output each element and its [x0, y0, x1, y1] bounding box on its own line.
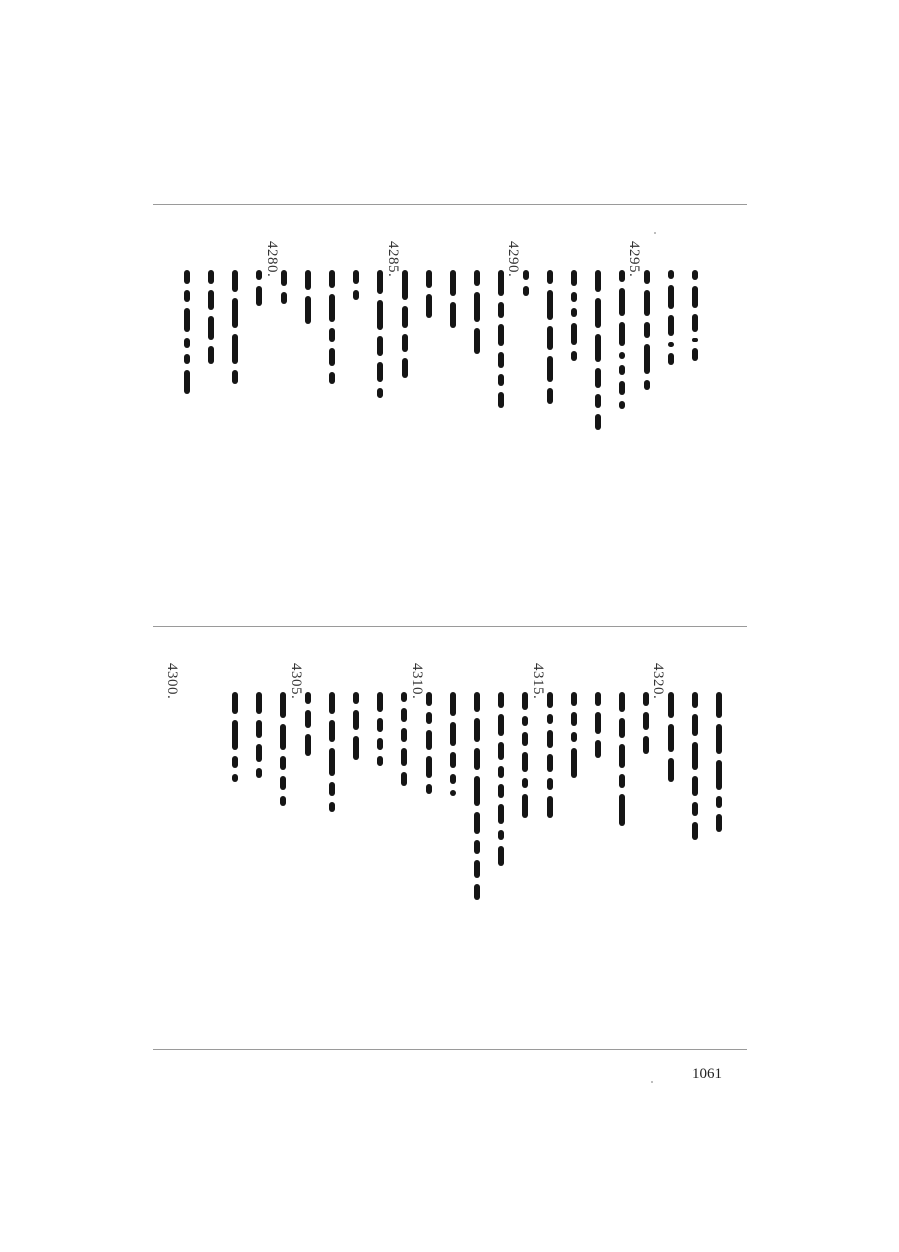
script-word — [208, 316, 214, 340]
bottom-verse-panel — [153, 627, 747, 1049]
script-word — [426, 712, 432, 724]
scan-speck — [651, 1081, 653, 1083]
script-word — [498, 784, 504, 798]
script-word — [329, 328, 335, 342]
script-line — [565, 270, 583, 367]
script-word — [256, 720, 262, 738]
script-word — [305, 710, 311, 728]
script-word — [232, 270, 238, 292]
verse-number: 4295. — [626, 241, 642, 278]
script-word — [716, 796, 722, 808]
script-word — [523, 286, 529, 296]
script-word — [184, 308, 190, 332]
script-word — [619, 718, 625, 738]
script-word — [644, 344, 650, 374]
verse-number: 4285. — [385, 241, 401, 278]
script-word — [208, 290, 214, 310]
script-word — [522, 732, 528, 746]
script-word — [474, 692, 480, 712]
script-word — [547, 356, 553, 382]
script-word — [547, 778, 553, 790]
script-word — [377, 336, 383, 356]
script-word — [184, 338, 190, 348]
script-word — [329, 348, 335, 366]
verse-number: 4305. — [288, 663, 304, 700]
script-word — [547, 796, 553, 818]
script-line — [347, 692, 365, 766]
script-word — [498, 766, 504, 778]
script-word — [450, 270, 456, 296]
script-word — [522, 778, 528, 788]
script-word — [208, 270, 214, 284]
script-word — [474, 860, 480, 878]
script-line — [299, 270, 317, 330]
script-word — [523, 270, 529, 280]
script-word — [644, 290, 650, 316]
script-word — [402, 358, 408, 378]
script-word — [377, 738, 383, 750]
script-word — [474, 270, 480, 286]
verse-number: 4320. — [650, 663, 666, 700]
script-word — [280, 776, 286, 790]
script-word — [595, 270, 601, 292]
script-line — [492, 270, 510, 414]
script-line — [347, 270, 365, 306]
script-word — [329, 692, 335, 714]
script-word — [595, 414, 601, 430]
script-word — [329, 294, 335, 322]
script-word — [329, 748, 335, 776]
script-word — [619, 352, 625, 359]
script-line — [275, 270, 293, 310]
script-word — [571, 270, 577, 286]
script-word — [716, 724, 722, 754]
script-word — [547, 692, 553, 708]
script-line — [613, 270, 631, 415]
script-word — [571, 748, 577, 778]
script-word — [619, 288, 625, 316]
script-word — [232, 720, 238, 750]
script-word — [353, 270, 359, 284]
script-line — [202, 270, 220, 370]
script-word — [450, 722, 456, 746]
script-word — [668, 285, 674, 309]
script-line — [371, 692, 389, 772]
script-word — [668, 342, 674, 347]
script-word — [377, 718, 383, 732]
script-word — [619, 692, 625, 712]
script-word — [692, 270, 698, 280]
script-word — [498, 804, 504, 824]
script-word — [184, 270, 190, 284]
script-word — [450, 774, 456, 784]
script-word — [377, 362, 383, 382]
script-word — [668, 724, 674, 752]
script-line — [517, 270, 535, 302]
script-word — [571, 692, 577, 706]
script-word — [426, 784, 432, 794]
script-line — [468, 270, 486, 360]
script-word — [450, 790, 456, 796]
script-word — [353, 290, 359, 300]
script-word — [595, 368, 601, 388]
script-word — [547, 714, 553, 724]
script-word — [595, 692, 601, 706]
script-word — [232, 370, 238, 384]
script-line — [178, 270, 196, 400]
script-word — [329, 372, 335, 384]
script-word — [595, 298, 601, 328]
script-word — [256, 270, 262, 280]
script-word — [643, 712, 649, 730]
script-word — [692, 714, 698, 736]
script-word — [450, 692, 456, 716]
script-word — [426, 730, 432, 750]
script-line — [444, 270, 462, 334]
script-line — [613, 692, 631, 832]
script-word — [474, 328, 480, 354]
script-word — [377, 270, 383, 294]
top-verse-panel — [153, 205, 747, 627]
script-line — [274, 692, 292, 812]
script-line — [395, 692, 413, 792]
script-line — [468, 692, 486, 906]
verse-number: 4300. — [164, 663, 180, 700]
script-word — [329, 720, 335, 742]
script-word — [547, 270, 553, 284]
script-word — [498, 846, 504, 866]
script-word — [377, 692, 383, 712]
script-word — [401, 728, 407, 742]
script-word — [522, 752, 528, 772]
script-word — [619, 322, 625, 346]
script-word — [305, 734, 311, 756]
bottom-rule — [153, 1049, 747, 1050]
script-word — [401, 772, 407, 786]
script-line — [637, 692, 655, 760]
script-word — [522, 794, 528, 818]
script-word — [450, 302, 456, 328]
script-word — [571, 292, 577, 302]
script-word — [692, 802, 698, 816]
script-word — [498, 270, 504, 296]
script-line — [371, 270, 389, 404]
script-line — [492, 692, 510, 872]
script-line — [565, 692, 583, 784]
script-word — [692, 338, 698, 342]
script-word — [232, 756, 238, 768]
script-word — [619, 365, 625, 375]
verse-number: 4310. — [409, 663, 425, 700]
script-word — [716, 692, 722, 718]
script-word — [522, 716, 528, 726]
script-word — [644, 380, 650, 390]
script-word — [184, 370, 190, 394]
script-line — [541, 270, 559, 410]
script-word — [256, 286, 262, 306]
script-word — [692, 692, 698, 708]
script-word — [547, 754, 553, 772]
script-word — [716, 760, 722, 790]
verse-number: 4280. — [264, 241, 280, 278]
script-word — [498, 324, 504, 346]
script-word — [595, 712, 601, 734]
script-word — [450, 752, 456, 768]
script-line — [226, 692, 244, 788]
script-word — [401, 692, 407, 702]
script-word — [353, 692, 359, 704]
script-line — [516, 692, 534, 824]
script-line — [299, 692, 317, 762]
script-word — [329, 270, 335, 288]
script-line — [686, 270, 704, 367]
script-word — [474, 776, 480, 806]
script-word — [232, 774, 238, 782]
script-word — [498, 352, 504, 368]
script-word — [426, 294, 432, 318]
script-line — [250, 692, 268, 784]
script-word — [619, 270, 625, 282]
script-line — [541, 692, 559, 824]
script-word — [668, 315, 674, 336]
script-word — [668, 692, 674, 718]
script-word — [643, 736, 649, 754]
script-word — [571, 308, 577, 317]
script-word — [692, 742, 698, 770]
script-word — [329, 802, 335, 812]
script-word — [571, 323, 577, 345]
script-line — [638, 270, 656, 396]
script-line — [589, 270, 607, 436]
script-word — [498, 742, 504, 760]
script-word — [377, 300, 383, 330]
script-line — [420, 692, 438, 800]
script-word — [184, 354, 190, 364]
script-word — [595, 740, 601, 758]
script-line — [662, 692, 680, 788]
script-word — [474, 884, 480, 900]
script-word — [716, 814, 722, 832]
script-word — [498, 302, 504, 318]
script-line — [250, 270, 268, 312]
script-word — [256, 692, 262, 714]
script-word — [256, 744, 262, 762]
script-word — [668, 758, 674, 782]
script-word — [305, 296, 311, 324]
script-word — [619, 794, 625, 826]
script-word — [668, 270, 674, 279]
script-word — [402, 270, 408, 300]
script-word — [498, 392, 504, 408]
script-word — [643, 692, 649, 706]
script-word — [305, 270, 311, 290]
script-word — [522, 692, 528, 710]
script-word — [571, 712, 577, 726]
script-word — [619, 401, 625, 409]
script-word — [474, 812, 480, 834]
script-line — [396, 270, 414, 384]
script-word — [498, 692, 504, 708]
script-line — [686, 692, 704, 846]
script-line — [444, 692, 462, 802]
script-word — [377, 388, 383, 398]
script-word — [184, 290, 190, 302]
script-word — [474, 748, 480, 770]
script-word — [232, 334, 238, 364]
script-word — [305, 692, 311, 704]
script-word — [474, 292, 480, 322]
scan-speck — [654, 232, 656, 234]
script-word — [692, 348, 698, 361]
script-word — [208, 346, 214, 364]
script-word — [498, 374, 504, 386]
script-word — [474, 718, 480, 742]
script-word — [498, 714, 504, 736]
script-word — [692, 286, 698, 308]
script-line — [420, 270, 438, 324]
script-word — [692, 822, 698, 840]
script-word — [426, 692, 432, 706]
script-word — [619, 381, 625, 395]
script-word — [619, 774, 625, 788]
script-word — [498, 830, 504, 840]
page-number: 1061 — [692, 1066, 722, 1082]
script-word — [571, 351, 577, 361]
script-word — [426, 756, 432, 778]
script-word — [547, 388, 553, 404]
script-word — [547, 730, 553, 748]
script-word — [402, 306, 408, 328]
script-word — [281, 292, 287, 304]
script-word — [692, 314, 698, 332]
verse-number: 4290. — [505, 241, 521, 278]
verse-number: 4315. — [530, 663, 546, 700]
script-word — [280, 796, 286, 806]
script-word — [547, 290, 553, 320]
script-word — [692, 776, 698, 796]
script-word — [329, 782, 335, 796]
script-word — [280, 724, 286, 750]
script-word — [353, 736, 359, 760]
script-word — [547, 326, 553, 350]
script-word — [280, 692, 286, 718]
script-line — [226, 270, 244, 390]
script-word — [571, 732, 577, 742]
script-line — [662, 270, 680, 371]
script-word — [281, 270, 287, 286]
script-word — [426, 270, 432, 288]
script-line — [710, 692, 728, 838]
script-word — [595, 394, 601, 408]
script-word — [232, 692, 238, 714]
script-word — [256, 768, 262, 778]
script-line — [323, 692, 341, 818]
script-word — [668, 353, 674, 365]
script-word — [353, 710, 359, 730]
script-line — [589, 692, 607, 764]
script-word — [377, 756, 383, 766]
script-word — [401, 748, 407, 766]
script-line — [323, 270, 341, 390]
script-word — [644, 270, 650, 284]
script-word — [280, 756, 286, 770]
script-word — [401, 708, 407, 722]
script-word — [619, 744, 625, 768]
script-word — [232, 298, 238, 328]
script-word — [595, 334, 601, 362]
script-word — [644, 322, 650, 338]
script-word — [402, 334, 408, 352]
script-word — [474, 840, 480, 854]
